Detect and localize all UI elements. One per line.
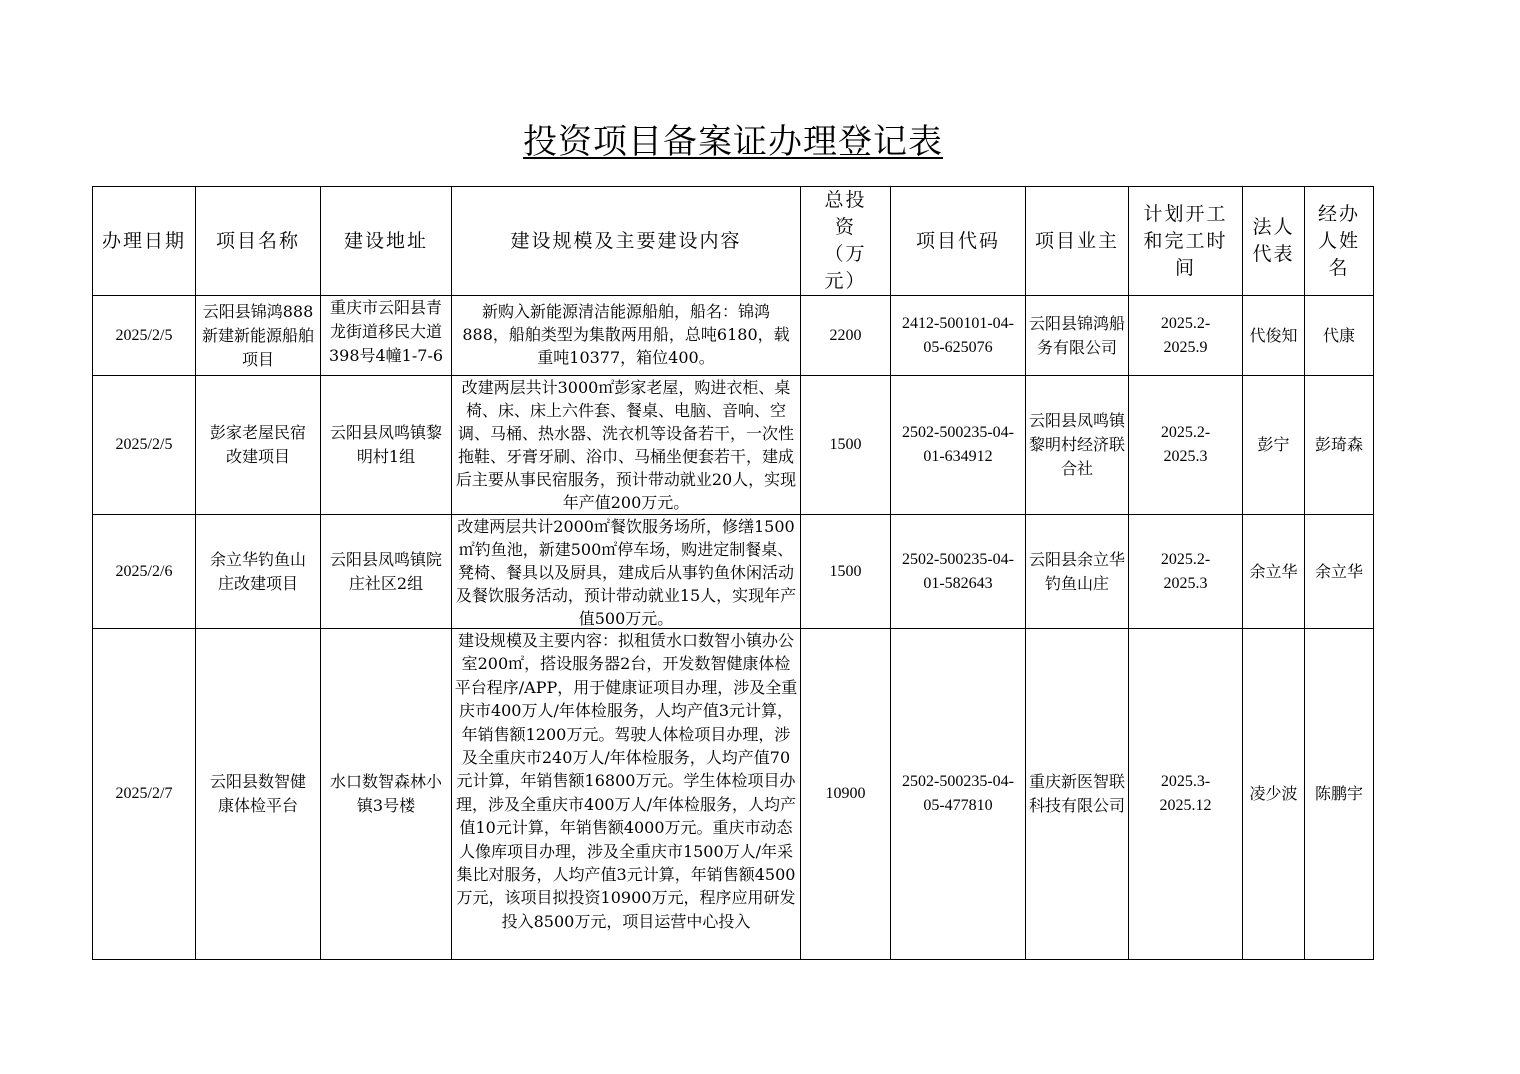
cell-legal-rep: 余立华 <box>1243 515 1305 629</box>
cell-address-text: 云阳县凤鸣镇院庄社区2组 <box>329 549 442 593</box>
header-content: 建设规模及主要建设内容 <box>452 187 801 296</box>
cell-project-name-text: 余立华钓鱼山庄改建项目 <box>209 549 306 593</box>
cell-address-text: 重庆市云阳县青龙街道移民大道398号4幢1-7-6 <box>328 298 444 365</box>
cell-code: 2412-500101-04-05-625076 <box>891 296 1026 376</box>
header-investment: 总投资（万元） <box>801 187 891 296</box>
cell-code: 2502-500235-04-05-477810 <box>891 629 1026 960</box>
cell-legal-rep: 代俊知 <box>1243 296 1305 376</box>
cell-content <box>452 515 801 629</box>
table-row <box>93 296 1374 376</box>
cell-owner <box>1026 629 1129 960</box>
cell-investment: 1500 <box>801 515 891 629</box>
header-project-name: 项目名称 <box>196 187 321 296</box>
cell-project-name-text: 云阳县锦鸿888新建新能源船舶项目 <box>201 301 314 369</box>
cell-owner <box>1026 376 1129 515</box>
cell-address <box>321 515 452 629</box>
cell-project-name-text: 彭家老屋民宿改建项目 <box>209 423 306 466</box>
cell-investment: 2200 <box>801 296 891 376</box>
cell-project-name <box>196 515 321 629</box>
table-row <box>93 629 1374 960</box>
cell-address-text: 云阳县凤鸣镇黎明村1组 <box>329 423 442 466</box>
cell-date: 2025/2/6 <box>93 515 196 629</box>
cell-date: 2025/2/5 <box>93 296 196 376</box>
cell-project-name-text: 云阳县数智健康体检平台 <box>209 772 306 815</box>
cell-period: 2025.2-2025.3 <box>1129 515 1243 629</box>
cell-content-text: 建设规模及主要内容：拟租赁水口数智小镇办公室200㎡，搭设服务器2台，开发数智健康体检平台程序/APP，用于健康证项目办理，涉及全重庆市400万人/年体检服务，人均产值3元计算，年销售额1200万元。驾驶人体检项目办理，涉及全重庆市240万人/年体检服务，人均产值70元计算，年销售额16800万元。学生体检项目办理，涉及全重庆市400万人/年体检服务，人均产值10元计算，年销售额4000万元。重庆市动态人像库项目办理，涉及全重庆市1500万人/年采集比对服务，人均产值3元计算，年销售额4500万元，该项目拟投资10900万元，程序应用研发投入8500万元，项目运营中心投入 <box>454 631 798 931</box>
table-row <box>93 376 1374 515</box>
registration-table <box>92 186 1374 960</box>
cell-code: 2502-500235-04-01-582643 <box>891 515 1026 629</box>
header-code: 项目代码 <box>891 187 1026 296</box>
cell-legal-rep: 凌少波 <box>1243 629 1305 960</box>
table-row <box>93 515 1374 629</box>
header-owner: 项目业主 <box>1026 187 1129 296</box>
cell-period: 2025.2-2025.3 <box>1129 376 1243 515</box>
cell-address <box>321 376 452 515</box>
cell-content <box>452 629 801 960</box>
cell-owner-text: 重庆新医智联科技有限公司 <box>1028 772 1125 815</box>
cell-project-name <box>196 296 321 376</box>
cell-owner-text: 云阳县凤鸣镇黎明村经济联合社 <box>1028 411 1125 478</box>
cell-project-name <box>196 629 321 960</box>
cell-owner-text: 云阳县锦鸿船务有限公司 <box>1028 313 1125 357</box>
cell-content <box>452 376 801 515</box>
cell-content-text: 新购入新能源清洁能源船舶，船名：锦鸿888，船舶类型为集散两用船，总吨6180，载重吨10377，箱位400。 <box>462 302 790 367</box>
cell-period: 2025.2-2025.9 <box>1129 296 1243 376</box>
cell-date: 2025/2/7 <box>93 629 196 960</box>
header-period: 计划开工和完工时间 <box>1129 187 1243 296</box>
cell-investment: 10900 <box>801 629 891 960</box>
cell-project-name <box>196 376 321 515</box>
cell-handler: 陈鹏宇 <box>1305 629 1374 960</box>
cell-content-text: 改建两层共计2000㎡餐饮服务场所，修缮1500㎡钓鱼池，新建500㎡停车场，购进定制餐桌、凳椅、餐具以及厨具，建成后从事钓鱼休闲活动及餐饮服务活动，预计带动就业15人，实现年产值500万元。 <box>455 517 797 628</box>
cell-owner <box>1026 515 1129 629</box>
page-title: 投资项目备案证办理登记表 <box>523 122 943 162</box>
cell-owner <box>1026 296 1129 376</box>
cell-handler: 彭琦森 <box>1305 376 1374 515</box>
cell-address <box>321 629 452 960</box>
cell-period: 2025.3-2025.12 <box>1129 629 1243 960</box>
cell-address <box>321 296 452 376</box>
cell-code: 2502-500235-04-01-634912 <box>891 376 1026 515</box>
cell-address-text: 水口数智森林小镇3号楼 <box>329 772 442 815</box>
cell-handler: 代康 <box>1305 296 1374 376</box>
header-legal-rep: 法人代表 <box>1243 187 1305 296</box>
cell-content <box>452 296 801 376</box>
header-handler: 经办人姓名 <box>1305 187 1374 296</box>
header-address: 建设地址 <box>321 187 452 296</box>
table-header-row <box>93 187 1374 296</box>
cell-investment: 1500 <box>801 376 891 515</box>
cell-legal-rep: 彭宁 <box>1243 376 1305 515</box>
header-date: 办理日期 <box>93 187 196 296</box>
cell-handler: 余立华 <box>1305 515 1374 629</box>
cell-date: 2025/2/5 <box>93 376 196 515</box>
cell-content-text: 改建两层共计3000㎡彭家老屋，购进衣柜、桌椅、床、床上六件套、餐桌、电脑、音响、空调、马桶、热水器、洗衣机等设备若干，一次性拖鞋、牙膏牙刷、浴巾、马桶坐便套若干，建成后主要从事民宿服务，预计带动就业20人，实现年产值200万元。 <box>455 378 797 512</box>
cell-owner-text: 云阳县余立华钓鱼山庄 <box>1028 549 1125 593</box>
